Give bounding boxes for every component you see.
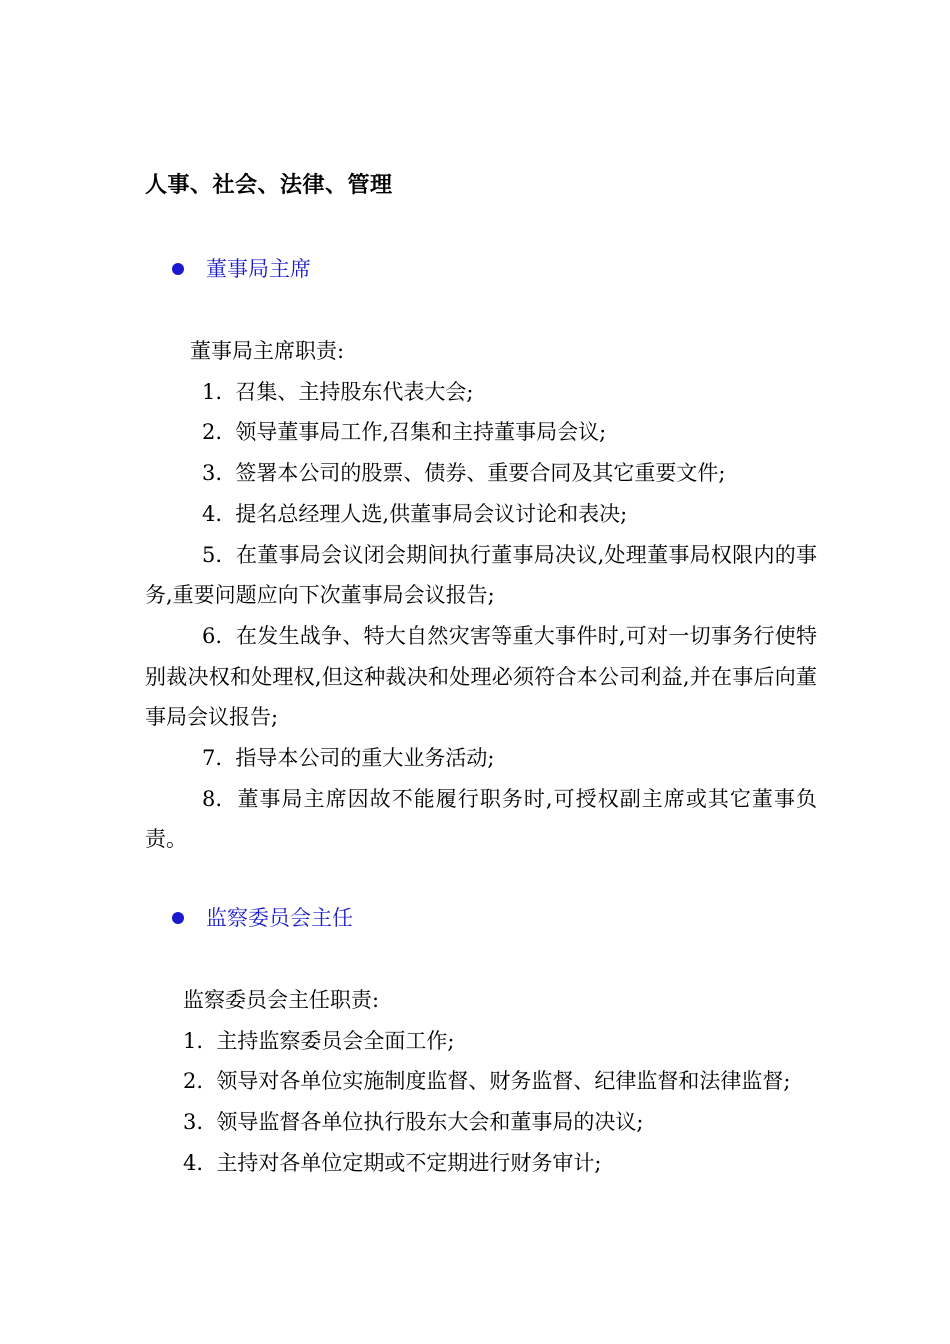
- page-heading: 人事、社会、法律、管理: [145, 173, 393, 198]
- section-title-text: 监察委员会主任: [206, 906, 353, 930]
- list-item: 4. 主持对各单位定期或不定期进行财务审计;: [183, 1150, 602, 1175]
- bullet-dot-icon: [172, 263, 184, 275]
- list-item: 1. 召集、主持股东代表大会;: [202, 379, 474, 404]
- list-item: 8. 董事局主席因故不能履行职务时,可授权副主席或其它董事负责。: [145, 786, 817, 852]
- section-body-chairman: [145, 331, 817, 860]
- section-title-supervisory: [172, 902, 353, 934]
- list-item: 4. 提名总经理人选,供董事局会议讨论和表决;: [202, 501, 628, 526]
- list-item: 5. 在董事局会议闭会期间执行董事局决议,处理董事局权限内的事务,重要问题应向下次董事局会议报告;: [145, 542, 817, 608]
- section-body-supervisory: [145, 980, 817, 1184]
- list-item: 2. 领导对各单位实施制度监督、财务监督、纪律监督和法律监督;: [183, 1069, 791, 1094]
- list-item: 3. 领导监督各单位执行股东大会和董事局的决议;: [183, 1110, 644, 1135]
- section-title-chairman: [172, 253, 311, 285]
- section-intro: 监察委员会主任职责:: [183, 988, 380, 1012]
- list-item: 3. 签署本公司的股票、债券、重要合同及其它重要文件;: [202, 461, 726, 486]
- list-item: 6. 在发生战争、特大自然灾害等重大事件时,可对一切事务行使特别裁决权和处理权,但这种裁决和处理必须符合本公司利益,并在事后向董事局会议报告;: [145, 623, 817, 730]
- section-intro: 董事局主席职责:: [190, 339, 345, 363]
- section-title-text: 董事局主席: [206, 257, 311, 281]
- list-item: 1. 主持监察委员会全面工作;: [183, 1028, 455, 1053]
- bullet-dot-icon: [172, 912, 184, 924]
- list-item: 2. 领导董事局工作,召集和主持董事局会议;: [202, 420, 607, 445]
- list-item: 7. 指导本公司的重大业务活动;: [202, 746, 495, 771]
